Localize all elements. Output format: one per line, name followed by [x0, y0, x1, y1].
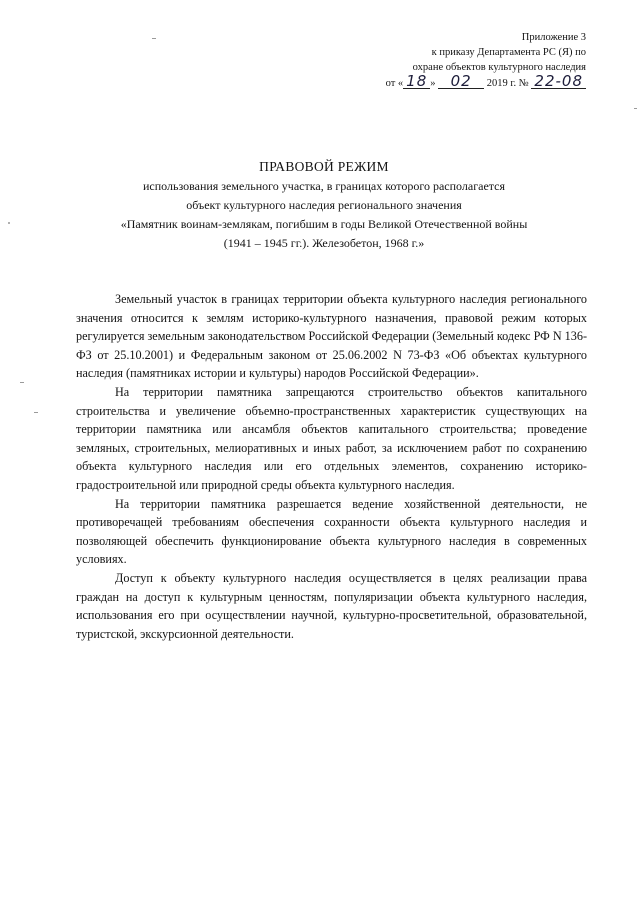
scan-speck — [20, 382, 24, 383]
date-prefix: от « — [385, 78, 404, 89]
title-line-1: использования земельного участка, в границах которого располагается — [142, 179, 506, 193]
appendix-header — [386, 30, 586, 91]
date-year: 2019 г. № — [486, 78, 529, 89]
paragraph-land-status: Земельный участок в границах территории объекта культурного наследия регионального значения относится к землям историко-культурного назначения, правовой режим которых регулируется земельным законодательством Российской Федерации (Земельный кодекс РФ N 136-ФЗ от 25.10.2001) и Федеральным законом от 25.06.2002 N 73-ФЗ «Об объектах культурного наследия (памятниках истории и культуры) народов Российской Федерации». — [76, 292, 588, 381]
paragraph-access: Доступ к объекту культурного наследия осуществляется в целях реализации права граждан на доступ к культурным ценностям, популяризации объекта культурного наследия, использования его при осуществлении научной, культурно-просветительной, образовательной, туристской, экскурсионной деятельности. — [76, 570, 587, 641]
paragraph-prohibitions: На территории памятника запрещаются строительство объектов капитального строительства и увеличение объемно-пространственных характеристик существующих на территории памятника или ансамбля объектов капитального строительства; проведение земляных, строительных, мелиоративных и иных работ, за исключением работ по сохранению объекта культурного наследия или его отдельных элементов, сохранению историко-градостроительной или природной среды объекта культурного наследия. — [76, 384, 587, 492]
title-line-4: (1941 – 1945 гг.). Железобетон, 1968 г.» — [223, 236, 425, 250]
appendix-department: охране объектов культурного наследия — [412, 62, 586, 73]
handwritten-month: 02 — [438, 75, 484, 89]
scan-speck — [8, 222, 10, 224]
document-body — [76, 290, 587, 643]
appendix-order-ref: к приказу Департамента РС (Я) по — [431, 47, 586, 58]
appendix-number: Приложение 3 — [521, 32, 586, 43]
handwritten-order-number: 22-08 — [531, 75, 586, 89]
title-line-2: объект культурного наследия регионального значения — [186, 198, 462, 212]
scan-speck — [634, 108, 637, 109]
document-title: ПРАВОВОЙ РЕЖИМ — [259, 159, 389, 174]
appendix-date-line — [385, 72, 586, 91]
date-mid: » — [430, 78, 436, 89]
title-block — [60, 158, 588, 253]
paragraph-permissions: На территории памятника разрешается ведение хозяйственной деятельности, не противоречащей требованиям обеспечения сохранности объекта культурного наследия и позволяющей обеспечить функционирование объекта культурного наследия в современных условиях. — [76, 496, 587, 567]
title-line-3: «Памятник воинам-землякам, погибшим в годы Великой Отечественной войны — [120, 217, 528, 231]
scan-speck — [152, 38, 156, 39]
scan-speck — [34, 412, 38, 413]
handwritten-day: 18 — [403, 75, 430, 89]
